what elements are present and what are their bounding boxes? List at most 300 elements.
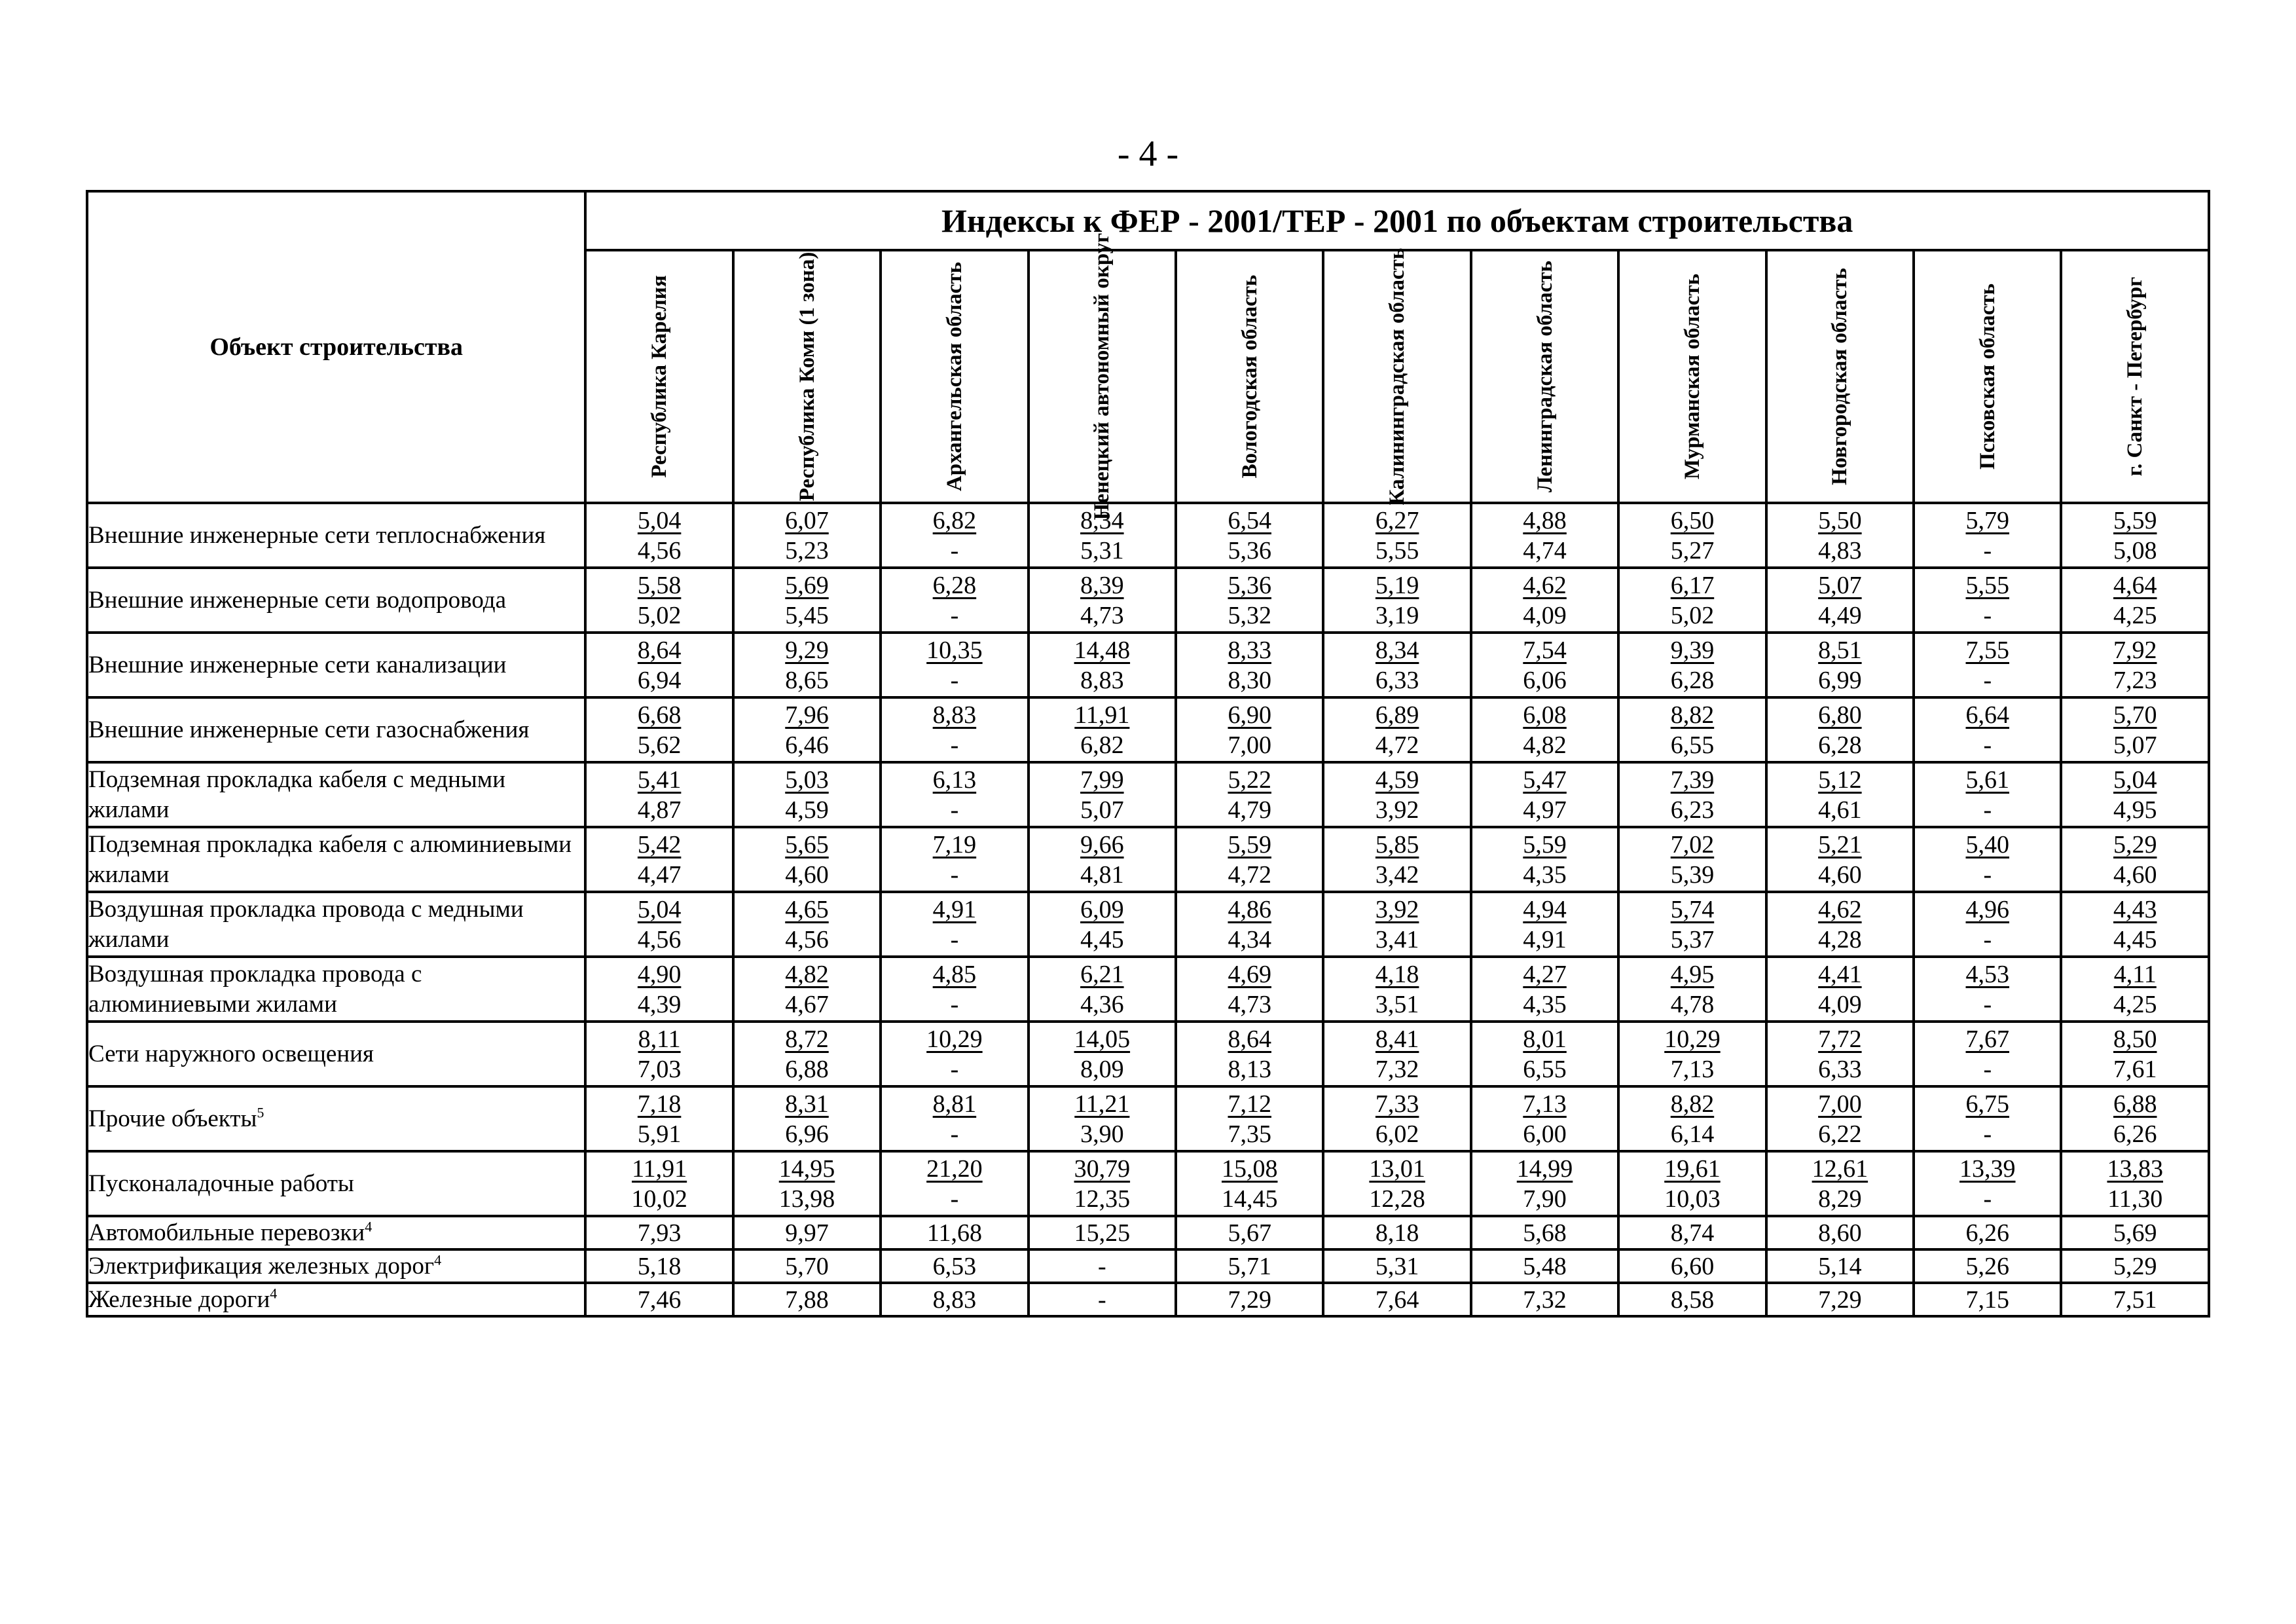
- table-cell: [733, 762, 881, 827]
- table-cell: [733, 503, 881, 568]
- table-cell: 7,29: [1766, 1283, 1914, 1316]
- fer-index: 6,64: [1965, 701, 2010, 729]
- fer-index: 4,88: [1523, 506, 1567, 534]
- fer-index: 5,79: [1965, 506, 2010, 534]
- ter-index: 7,90: [1523, 1185, 1567, 1213]
- fer-index: 7,18: [637, 1090, 682, 1118]
- table-cell: [1029, 568, 1176, 633]
- table-cell: 5,31: [1323, 1249, 1470, 1283]
- fer-index: 5,50: [1818, 506, 1862, 534]
- table-cell: [881, 1151, 1028, 1216]
- fer-index: 5,59: [2113, 506, 2157, 534]
- table-cell: 7,15: [1914, 1283, 2061, 1316]
- table-cell: [1029, 1086, 1176, 1151]
- table-cell: [733, 1022, 881, 1086]
- fer-index: 6,90: [1228, 701, 1271, 729]
- ter-index: 4,39: [637, 990, 682, 1018]
- ter-index: 5,37: [1670, 925, 1715, 953]
- ter-index: 3,51: [1375, 990, 1419, 1018]
- table-cell: [1618, 503, 1766, 568]
- ter-index: 8,13: [1228, 1055, 1271, 1083]
- fer-index: 4,59: [1375, 766, 1419, 794]
- ter-index: 6,99: [1818, 666, 1862, 694]
- table-cell: [1029, 1022, 1176, 1086]
- ter-index: 6,55: [1670, 731, 1715, 759]
- table-row: [87, 633, 2209, 697]
- fer-index: 7,92: [2113, 636, 2157, 664]
- ter-index: 10,02: [631, 1185, 687, 1213]
- fer-index: 7,55: [1965, 636, 2010, 664]
- table-row: [87, 1022, 2209, 1086]
- table-cell: [1029, 697, 1176, 762]
- region-label: Ненецкий автономный округ: [1090, 232, 1114, 521]
- region-header: [1176, 250, 1323, 503]
- fer-index: 4,41: [1818, 960, 1862, 988]
- row-label-text: Внешние инженерные сети канализации: [88, 651, 507, 678]
- ter-index: 6,26: [2113, 1120, 2157, 1148]
- table-row: [87, 697, 2209, 762]
- table-cell: 9,97: [733, 1216, 881, 1249]
- table-cell: [1176, 957, 1323, 1022]
- fer-index: 4,62: [1818, 895, 1862, 923]
- table-cell: [733, 697, 881, 762]
- table-row: [87, 762, 2209, 827]
- table-cell: [585, 1086, 733, 1151]
- fer-index: 6,07: [785, 506, 829, 534]
- table-cell: [1029, 633, 1176, 697]
- table-cell: 7,51: [2061, 1283, 2209, 1316]
- table-cell: [1176, 1086, 1323, 1151]
- table-cell: [1176, 1022, 1323, 1086]
- ter-index: 4,56: [637, 925, 682, 953]
- table-cell: [2061, 1086, 2209, 1151]
- table-cell: [1176, 503, 1323, 568]
- ter-index: 6,02: [1375, 1120, 1419, 1148]
- table-cell: [1766, 568, 1914, 633]
- table-cell: [1471, 633, 1618, 697]
- table-cell: 8,74: [1618, 1216, 1766, 1249]
- footnote-marker: 4: [365, 1218, 373, 1235]
- table-cell: [2061, 503, 2209, 568]
- ter-index: 7,61: [2113, 1055, 2157, 1083]
- table-cell: [733, 827, 881, 892]
- ter-index: 5,07: [1080, 796, 1124, 824]
- ter-index: 6,22: [1818, 1120, 1862, 1148]
- table-cell: 11,68: [881, 1216, 1028, 1249]
- table-cell: [2061, 827, 2209, 892]
- table-cell: [2061, 633, 2209, 697]
- fer-index: 14,95: [778, 1154, 835, 1183]
- table-title: Индексы к ФЕР - 2001/ТЕР - 2001 по объектам строительства: [585, 191, 2209, 250]
- table-cell: [1176, 633, 1323, 697]
- ter-index: -: [950, 925, 959, 953]
- ter-index: 4,83: [1818, 536, 1862, 564]
- table-cell: [1618, 957, 1766, 1022]
- ter-index: 5,62: [637, 731, 682, 759]
- fer-index: 7,96: [785, 701, 829, 729]
- row-label-text: Подземная прокладка кабеля с алюминиевыми жилами: [88, 830, 572, 888]
- table-cell: 5,67: [1176, 1216, 1323, 1249]
- fer-index: 7,19: [932, 830, 977, 858]
- ter-index: 5,02: [637, 601, 682, 629]
- table-cell: [881, 503, 1028, 568]
- table-cell: [1766, 1151, 1914, 1216]
- fer-index: 9,66: [1080, 830, 1124, 858]
- table-cell: [1766, 633, 1914, 697]
- ter-index: -: [950, 1055, 959, 1083]
- table-cell: [881, 827, 1028, 892]
- fer-index: 6,21: [1080, 960, 1124, 988]
- table-cell: [1914, 957, 2061, 1022]
- region-label: Псковская область: [1975, 283, 1999, 470]
- object-header: Объект строительства: [87, 191, 585, 503]
- fer-index: 5,61: [1965, 766, 2010, 794]
- fer-index: 4,27: [1523, 960, 1567, 988]
- table-cell: [1029, 892, 1176, 957]
- table-cell: [881, 1022, 1028, 1086]
- table-cell: [2061, 762, 2209, 827]
- table-cell: 7,29: [1176, 1283, 1323, 1316]
- ter-index: -: [1983, 731, 1992, 759]
- fer-index: 6,27: [1375, 506, 1419, 534]
- ter-index: 6,28: [1818, 731, 1862, 759]
- ter-index: 10,03: [1664, 1185, 1721, 1213]
- fer-index: 6,68: [637, 701, 682, 729]
- ter-index: 6,55: [1523, 1055, 1567, 1083]
- ter-index: -: [950, 796, 959, 824]
- fer-index: 15,08: [1221, 1154, 1278, 1183]
- table-cell: [1176, 762, 1323, 827]
- table-cell: [1914, 697, 2061, 762]
- fer-index: 6,50: [1670, 506, 1715, 534]
- table-cell: 5,70: [733, 1249, 881, 1283]
- table-cell: [1618, 568, 1766, 633]
- ter-index: 4,56: [637, 536, 682, 564]
- table-cell: [585, 1151, 733, 1216]
- fer-index: 5,55: [1965, 571, 2010, 599]
- table-cell: 5,71: [1176, 1249, 1323, 1283]
- table-cell: [1618, 697, 1766, 762]
- table-cell: [1176, 1151, 1323, 1216]
- fer-index: 6,28: [932, 571, 977, 599]
- ter-index: 4,87: [637, 796, 682, 824]
- fer-index: 5,29: [2113, 830, 2157, 858]
- table-cell: [1323, 503, 1470, 568]
- ter-index: -: [950, 990, 959, 1018]
- table-cell: 8,83: [881, 1283, 1028, 1316]
- ter-index: 6,14: [1670, 1120, 1715, 1148]
- fer-index: 5,07: [1818, 571, 1862, 599]
- fer-index: 4,64: [2113, 571, 2157, 599]
- table-cell: [1176, 892, 1323, 957]
- table-cell: [1914, 1022, 2061, 1086]
- fer-index: 5,36: [1228, 571, 1271, 599]
- ter-index: -: [950, 1185, 959, 1213]
- ter-index: -: [1983, 1185, 1992, 1213]
- fer-index: 4,94: [1523, 895, 1567, 923]
- fer-index: 9,29: [785, 636, 829, 664]
- table-cell: [1914, 1086, 2061, 1151]
- row-label: [87, 697, 585, 762]
- table-cell: [881, 697, 1028, 762]
- table-cell: 5,14: [1766, 1249, 1914, 1283]
- ter-index: 4,28: [1818, 925, 1862, 953]
- table-cell: [1029, 957, 1176, 1022]
- fer-index: 12,61: [1812, 1154, 1868, 1183]
- table-cell: [1766, 957, 1914, 1022]
- fer-index: 8,82: [1670, 1090, 1715, 1118]
- table-cell: [1029, 1151, 1176, 1216]
- table-cell: [585, 957, 733, 1022]
- ter-index: 4,61: [1818, 796, 1862, 824]
- ter-index: 3,19: [1375, 601, 1419, 629]
- table-cell: 6,53: [881, 1249, 1028, 1283]
- fer-index: 5,65: [785, 830, 829, 858]
- fer-index: 9,39: [1670, 636, 1715, 664]
- row-label: [87, 762, 585, 827]
- fer-index: 14,99: [1516, 1154, 1573, 1183]
- table-cell: [1618, 827, 1766, 892]
- table-cell: [881, 957, 1028, 1022]
- fer-index: 5,21: [1818, 830, 1862, 858]
- region-label: Мурманская область: [1680, 273, 1704, 480]
- region-header: [585, 250, 733, 503]
- ter-index: 7,32: [1375, 1055, 1419, 1083]
- ter-index: 4,73: [1080, 601, 1124, 629]
- region-header: [881, 250, 1028, 503]
- ter-index: 5,39: [1670, 860, 1715, 889]
- ter-index: 14,45: [1221, 1185, 1278, 1213]
- table-cell: [1323, 1086, 1470, 1151]
- fer-index: 5,19: [1375, 571, 1419, 599]
- fer-index: 13,39: [1959, 1154, 2016, 1183]
- ter-index: 4,79: [1228, 796, 1271, 824]
- table-cell: 7,88: [733, 1283, 881, 1316]
- table-cell: [733, 633, 881, 697]
- table-cell: [1176, 827, 1323, 892]
- table-cell: [733, 1086, 881, 1151]
- ter-index: 5,27: [1670, 536, 1715, 564]
- fer-index: 6,09: [1080, 895, 1124, 923]
- ter-index: 6,00: [1523, 1120, 1567, 1148]
- ter-index: 4,97: [1523, 796, 1567, 824]
- table-cell: [1766, 1086, 1914, 1151]
- fer-index: 6,75: [1965, 1090, 2010, 1118]
- ter-index: 4,74: [1523, 536, 1567, 564]
- table-cell: [1914, 568, 2061, 633]
- row-label-text: Воздушная прокладка провода с алюминиевыми жилами: [88, 960, 422, 1018]
- ter-index: 4,72: [1375, 731, 1419, 759]
- fer-index: 19,61: [1664, 1154, 1721, 1183]
- fer-index: 6,89: [1375, 701, 1419, 729]
- page-number: - 4 -: [1117, 134, 1179, 174]
- ter-index: 7,00: [1228, 731, 1271, 759]
- ter-index: -: [950, 1120, 959, 1148]
- ter-index: 7,23: [2113, 666, 2157, 694]
- footnote-marker: 5: [257, 1104, 264, 1121]
- fer-index: 8,64: [637, 636, 682, 664]
- table-cell: [2061, 697, 2209, 762]
- row-label: [87, 1151, 585, 1216]
- table-cell: [585, 762, 733, 827]
- index-table: [86, 190, 2210, 1318]
- ter-index: 4,25: [2113, 601, 2157, 629]
- fer-index: 7,67: [1965, 1025, 2010, 1053]
- table-cell: [733, 892, 881, 957]
- table-cell: [733, 1151, 881, 1216]
- table-cell: [1914, 892, 2061, 957]
- row-label-text: Железные дороги: [88, 1285, 270, 1313]
- fer-index: 8,01: [1523, 1025, 1567, 1053]
- ter-index: 5,31: [1080, 536, 1124, 564]
- ter-index: 4,73: [1228, 990, 1271, 1018]
- ter-index: -: [1983, 990, 1992, 1018]
- fer-index: 5,74: [1670, 895, 1715, 923]
- row-label: [87, 1022, 585, 1086]
- table-cell: [881, 762, 1028, 827]
- table-cell: 5,68: [1471, 1216, 1618, 1249]
- ter-index: -: [950, 536, 959, 564]
- table-cell: [1914, 827, 2061, 892]
- region-header: [733, 250, 881, 503]
- fer-index: 7,39: [1670, 766, 1715, 794]
- row-label-text: Подземная прокладка кабеля с медными жилами: [88, 766, 506, 823]
- ter-index: 5,91: [637, 1120, 682, 1148]
- ter-index: 11,30: [2107, 1185, 2163, 1213]
- ter-index: -: [1983, 601, 1992, 629]
- table-row: [87, 957, 2209, 1022]
- row-label: [87, 892, 585, 957]
- table-cell: [1323, 1151, 1470, 1216]
- table-cell: [1323, 633, 1470, 697]
- row-label: [87, 503, 585, 568]
- table-cell: [733, 957, 881, 1022]
- fer-index: 7,99: [1080, 766, 1124, 794]
- fer-index: 5,59: [1228, 830, 1271, 858]
- table-cell: 15,25: [1029, 1216, 1176, 1249]
- row-label: [87, 827, 585, 892]
- fer-index: 7,12: [1228, 1090, 1271, 1118]
- ter-index: 3,41: [1375, 925, 1419, 953]
- table-row: [87, 503, 2209, 568]
- row-label-text: Внешние инженерные сети газоснабжения: [88, 716, 530, 743]
- fer-index: 4,95: [1670, 960, 1715, 988]
- fer-index: 8,64: [1228, 1025, 1271, 1053]
- region-label: Республика Коми (1 зона): [795, 251, 819, 502]
- row-label: [87, 633, 585, 697]
- table-cell: [733, 568, 881, 633]
- fer-index: 4,18: [1375, 960, 1419, 988]
- fer-index: 7,54: [1523, 636, 1567, 664]
- fer-index: 5,04: [637, 506, 682, 534]
- fer-index: 5,85: [1375, 830, 1419, 858]
- fer-index: 11,91: [632, 1154, 687, 1183]
- fer-index: 5,70: [2113, 701, 2157, 729]
- table-row: [87, 1086, 2209, 1151]
- ter-index: 4,59: [785, 796, 829, 824]
- table-cell: 7,32: [1471, 1283, 1618, 1316]
- table-cell: [2061, 568, 2209, 633]
- ter-index: 6,96: [785, 1120, 829, 1148]
- fer-index: 8,83: [932, 701, 977, 729]
- table-cell: 8,60: [1766, 1216, 1914, 1249]
- fer-index: 6,54: [1228, 506, 1271, 534]
- fer-index: 4,91: [932, 895, 977, 923]
- fer-index: 7,13: [1523, 1090, 1567, 1118]
- fer-index: 8,72: [785, 1025, 829, 1053]
- table-cell: [1766, 827, 1914, 892]
- ter-index: 3,90: [1080, 1120, 1124, 1148]
- fer-index: 4,11: [2113, 960, 2157, 988]
- table-cell: [1323, 1022, 1470, 1086]
- table-cell: [585, 697, 733, 762]
- ter-index: 3,92: [1375, 796, 1419, 824]
- table-cell: [585, 1022, 733, 1086]
- fer-index: 5,42: [637, 830, 682, 858]
- ter-index: 6,82: [1080, 731, 1124, 759]
- fer-index: 14,48: [1074, 636, 1131, 664]
- fer-index: 10,29: [1664, 1025, 1721, 1053]
- table-cell: [1914, 503, 2061, 568]
- ter-index: 4,09: [1523, 601, 1567, 629]
- table-cell: [585, 503, 733, 568]
- ter-index: -: [1983, 796, 1992, 824]
- fer-index: 8,51: [1818, 636, 1862, 664]
- ter-index: 4,49: [1818, 601, 1862, 629]
- fer-index: 5,22: [1228, 766, 1271, 794]
- ter-index: 6,33: [1818, 1055, 1862, 1083]
- table-cell: 5,69: [2061, 1216, 2209, 1249]
- table-cell: 7,93: [585, 1216, 733, 1249]
- ter-index: 6,33: [1375, 666, 1419, 694]
- fer-index: 4,53: [1965, 960, 2010, 988]
- region-header: [1618, 250, 1766, 503]
- fer-index: 7,33: [1375, 1090, 1419, 1118]
- fer-index: 8,31: [785, 1090, 829, 1118]
- footnote-marker: 4: [270, 1285, 278, 1302]
- region-header: [1471, 250, 1618, 503]
- table-cell: [1618, 1022, 1766, 1086]
- fer-index: 3,92: [1375, 895, 1419, 923]
- ter-index: 6,23: [1670, 796, 1715, 824]
- ter-index: 4,81: [1080, 860, 1124, 889]
- ter-index: 4,60: [2113, 860, 2157, 889]
- row-label-text: Прочие объекты: [88, 1105, 257, 1132]
- table-cell: [881, 892, 1028, 957]
- region-header: [2061, 250, 2209, 503]
- fer-index: 8,50: [2113, 1025, 2157, 1053]
- ter-index: 4,09: [1818, 990, 1862, 1018]
- fer-index: 8,34: [1080, 506, 1124, 534]
- ter-index: 8,30: [1228, 666, 1271, 694]
- table-cell: [1766, 892, 1914, 957]
- table-cell: [1471, 762, 1618, 827]
- ter-index: -: [950, 601, 959, 629]
- table-cell: [1618, 1086, 1766, 1151]
- fer-index: 6,82: [932, 506, 977, 534]
- table-cell: 5,29: [2061, 1249, 2209, 1283]
- fer-index: 6,08: [1523, 701, 1567, 729]
- table-cell: [1471, 503, 1618, 568]
- fer-index: 7,72: [1818, 1025, 1862, 1053]
- fer-index: 5,69: [785, 571, 829, 599]
- table-cell: 6,60: [1618, 1249, 1766, 1283]
- table-cell: [881, 568, 1028, 633]
- table-cell: 5,18: [585, 1249, 733, 1283]
- ter-index: 5,08: [2113, 536, 2157, 564]
- table-row: [87, 568, 2209, 633]
- ter-index: 4,35: [1523, 860, 1567, 889]
